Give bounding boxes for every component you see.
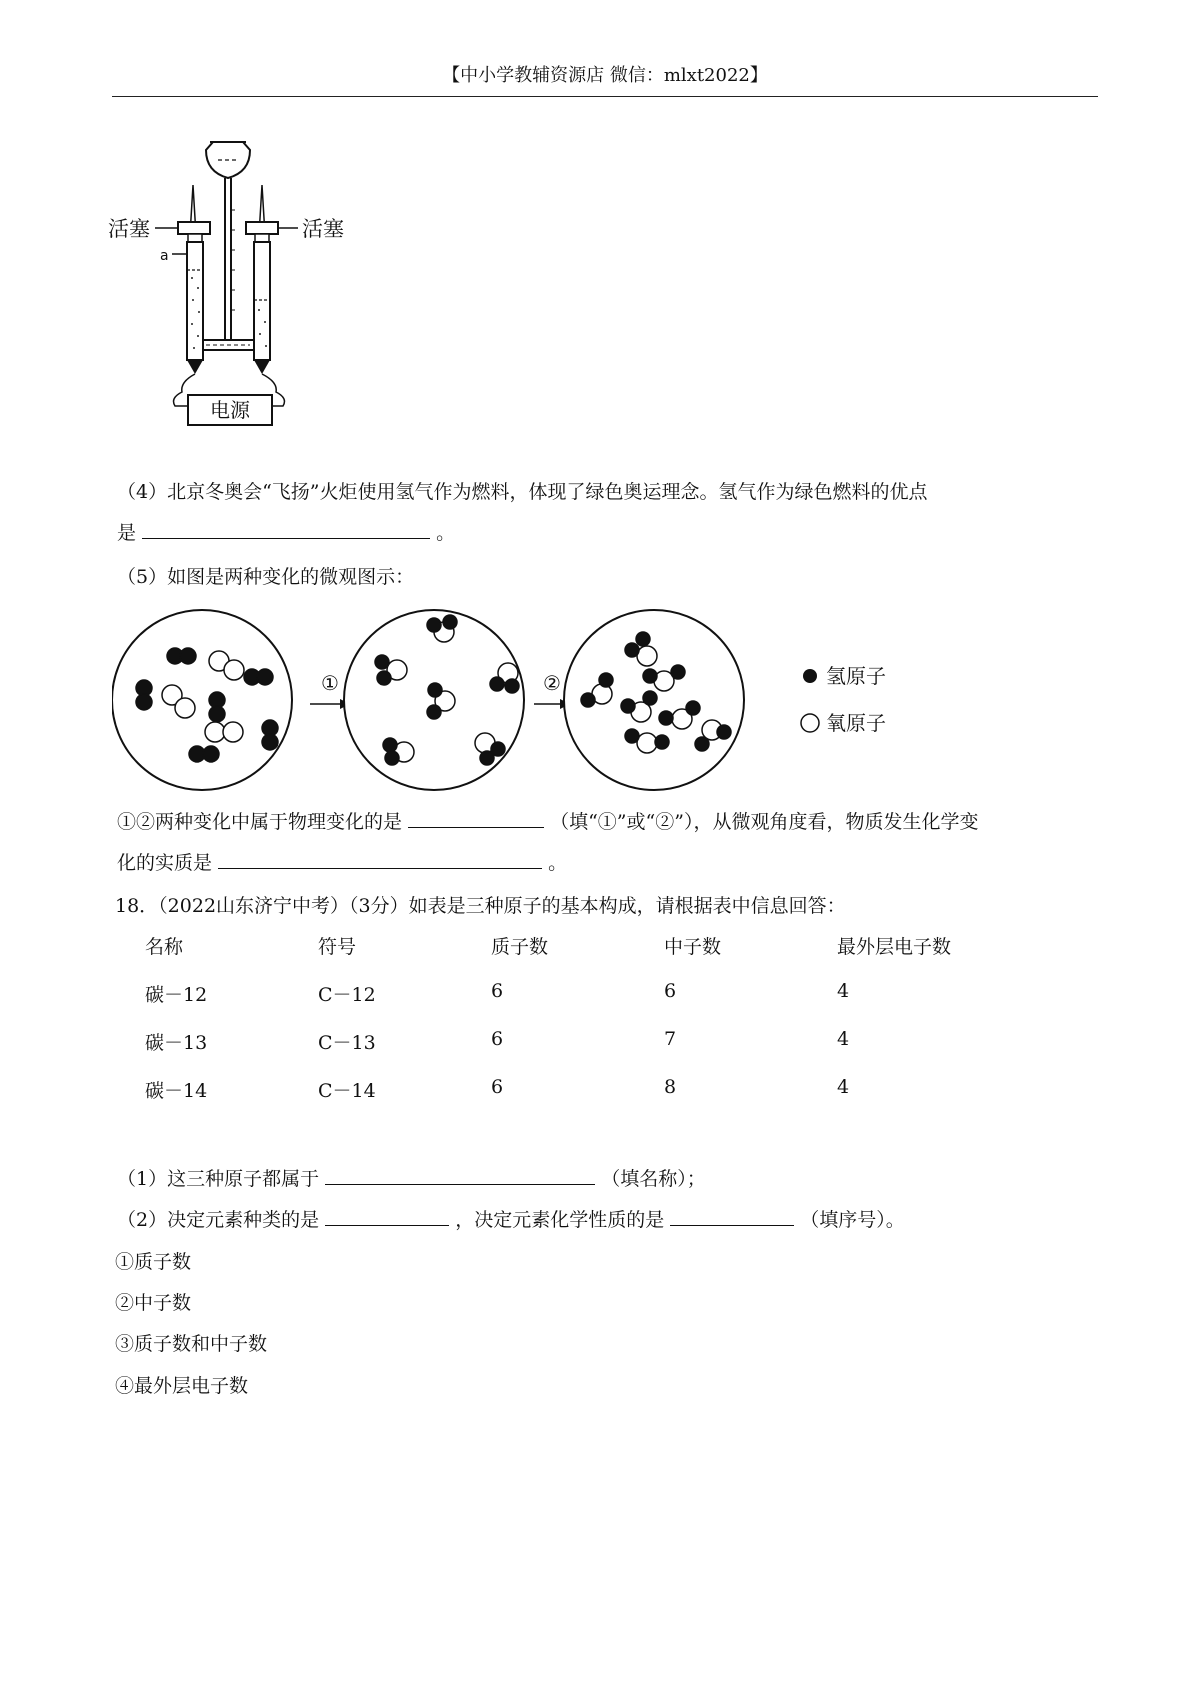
table-cell: 4 — [837, 980, 850, 1002]
table-cell: C－12 — [318, 984, 376, 1006]
q18-stem: 18．（2022山东济宁中考）（3分）如表是三种原子的基本构成，请根据表中信息回答： — [115, 895, 846, 917]
micro-change-figure — [112, 602, 912, 802]
q5-line2-suffix: 。 — [548, 852, 568, 874]
table-cell: 4 — [837, 1028, 850, 1050]
q5-line2-prefix: 化的实质是 — [117, 852, 219, 874]
q18-sub1 — [117, 1165, 706, 1193]
table-header: 名称 — [145, 936, 184, 958]
q18-sub2-prefix: （2）决定元素种类的是 — [117, 1209, 320, 1231]
table-cell: 6 — [491, 980, 504, 1002]
q18-sub1-blank[interactable] — [325, 1166, 595, 1185]
header-rule — [112, 96, 1098, 97]
q18-sub2-suffix: （填序号）。 — [800, 1209, 905, 1231]
right-bottom-electrode — [254, 360, 270, 374]
q4-suffix: 。 — [436, 522, 456, 544]
electrolysis-apparatus-figure — [100, 130, 360, 460]
q5-chemical-essence-blank[interactable] — [218, 850, 542, 869]
right-stopcock — [246, 222, 278, 234]
left-bottom-electrode — [187, 360, 203, 374]
oxygen-legend-dot — [801, 714, 819, 732]
table-cell: 碳－14 — [145, 1080, 208, 1102]
q5-physical-change-blank[interactable] — [408, 809, 544, 828]
table-cell: 6 — [491, 1028, 504, 1050]
hydrogen-legend-label: 氢原子 — [826, 664, 886, 688]
hydrogen-legend-dot — [803, 669, 817, 683]
table-header: 中子数 — [664, 936, 722, 958]
table-cell: C－13 — [318, 1032, 376, 1054]
q18-element-type-blank[interactable] — [325, 1207, 449, 1226]
q4-line2 — [117, 519, 455, 547]
q18-sub2 — [117, 1206, 905, 1234]
arrow-2-label: ② — [543, 671, 561, 695]
table-cell: 6 — [491, 1076, 504, 1098]
q4-answer-blank[interactable] — [142, 520, 430, 539]
table-header: 质子数 — [491, 936, 549, 958]
tube-a-label: a — [160, 248, 169, 264]
table-cell: 6 — [664, 980, 677, 1002]
q4-line1: （4）北京冬奥会“飞扬”火炬使用氢气作为燃料，体现了绿色奥运理念。氢气作为绿色燃料的优点 — [117, 481, 928, 503]
q18-sub1-prefix: （1）这三种原子都属于 — [117, 1168, 320, 1190]
arrow-1-label: ① — [321, 671, 339, 695]
page-header: 【中小学教辅资源店 微信：mlxt2022】 — [442, 65, 768, 86]
power-supply-label: 电源 — [210, 398, 250, 422]
table-cell: C－14 — [318, 1080, 376, 1102]
oxygen-legend-label: 氧原子 — [826, 711, 886, 735]
table-cell: 碳－13 — [145, 1032, 208, 1054]
q18-sub1-suffix: （填名称）； — [601, 1168, 706, 1190]
q5-question-line2 — [117, 849, 567, 877]
left-stopcock — [178, 222, 210, 234]
right-stopcock-label: 活塞 — [302, 217, 344, 241]
table-cell: 4 — [837, 1076, 850, 1098]
q18-chemical-property-blank[interactable] — [670, 1207, 794, 1226]
option-item: ③质子数和中子数 — [115, 1333, 268, 1355]
left-stopcock-label: 活塞 — [108, 217, 150, 241]
q18-sub2-middle: ，决定元素化学性质的是 — [455, 1209, 665, 1231]
table-header: 最外层电子数 — [837, 936, 952, 958]
table-header: 符号 — [318, 936, 357, 958]
q5-intro: （5）如图是两种变化的微观图示： — [117, 566, 415, 588]
q5-question-line1 — [117, 808, 978, 836]
option-item: ①质子数 — [115, 1251, 192, 1273]
option-item: ②中子数 — [115, 1292, 192, 1314]
q5-part2: （填“①”或“②”），从微观角度看，物质发生化学变 — [550, 811, 979, 833]
intermediate-state-circle — [344, 610, 524, 790]
left-tube — [187, 242, 203, 360]
table-cell: 碳－12 — [145, 984, 208, 1006]
q4-prefix: 是 — [117, 522, 143, 544]
q5-part1: ①②两种变化中属于物理变化的是 — [117, 811, 409, 833]
table-cell: 8 — [664, 1076, 677, 1098]
table-cell: 7 — [664, 1028, 677, 1050]
option-item: ④最外层电子数 — [115, 1375, 249, 1397]
right-tube — [254, 242, 270, 360]
